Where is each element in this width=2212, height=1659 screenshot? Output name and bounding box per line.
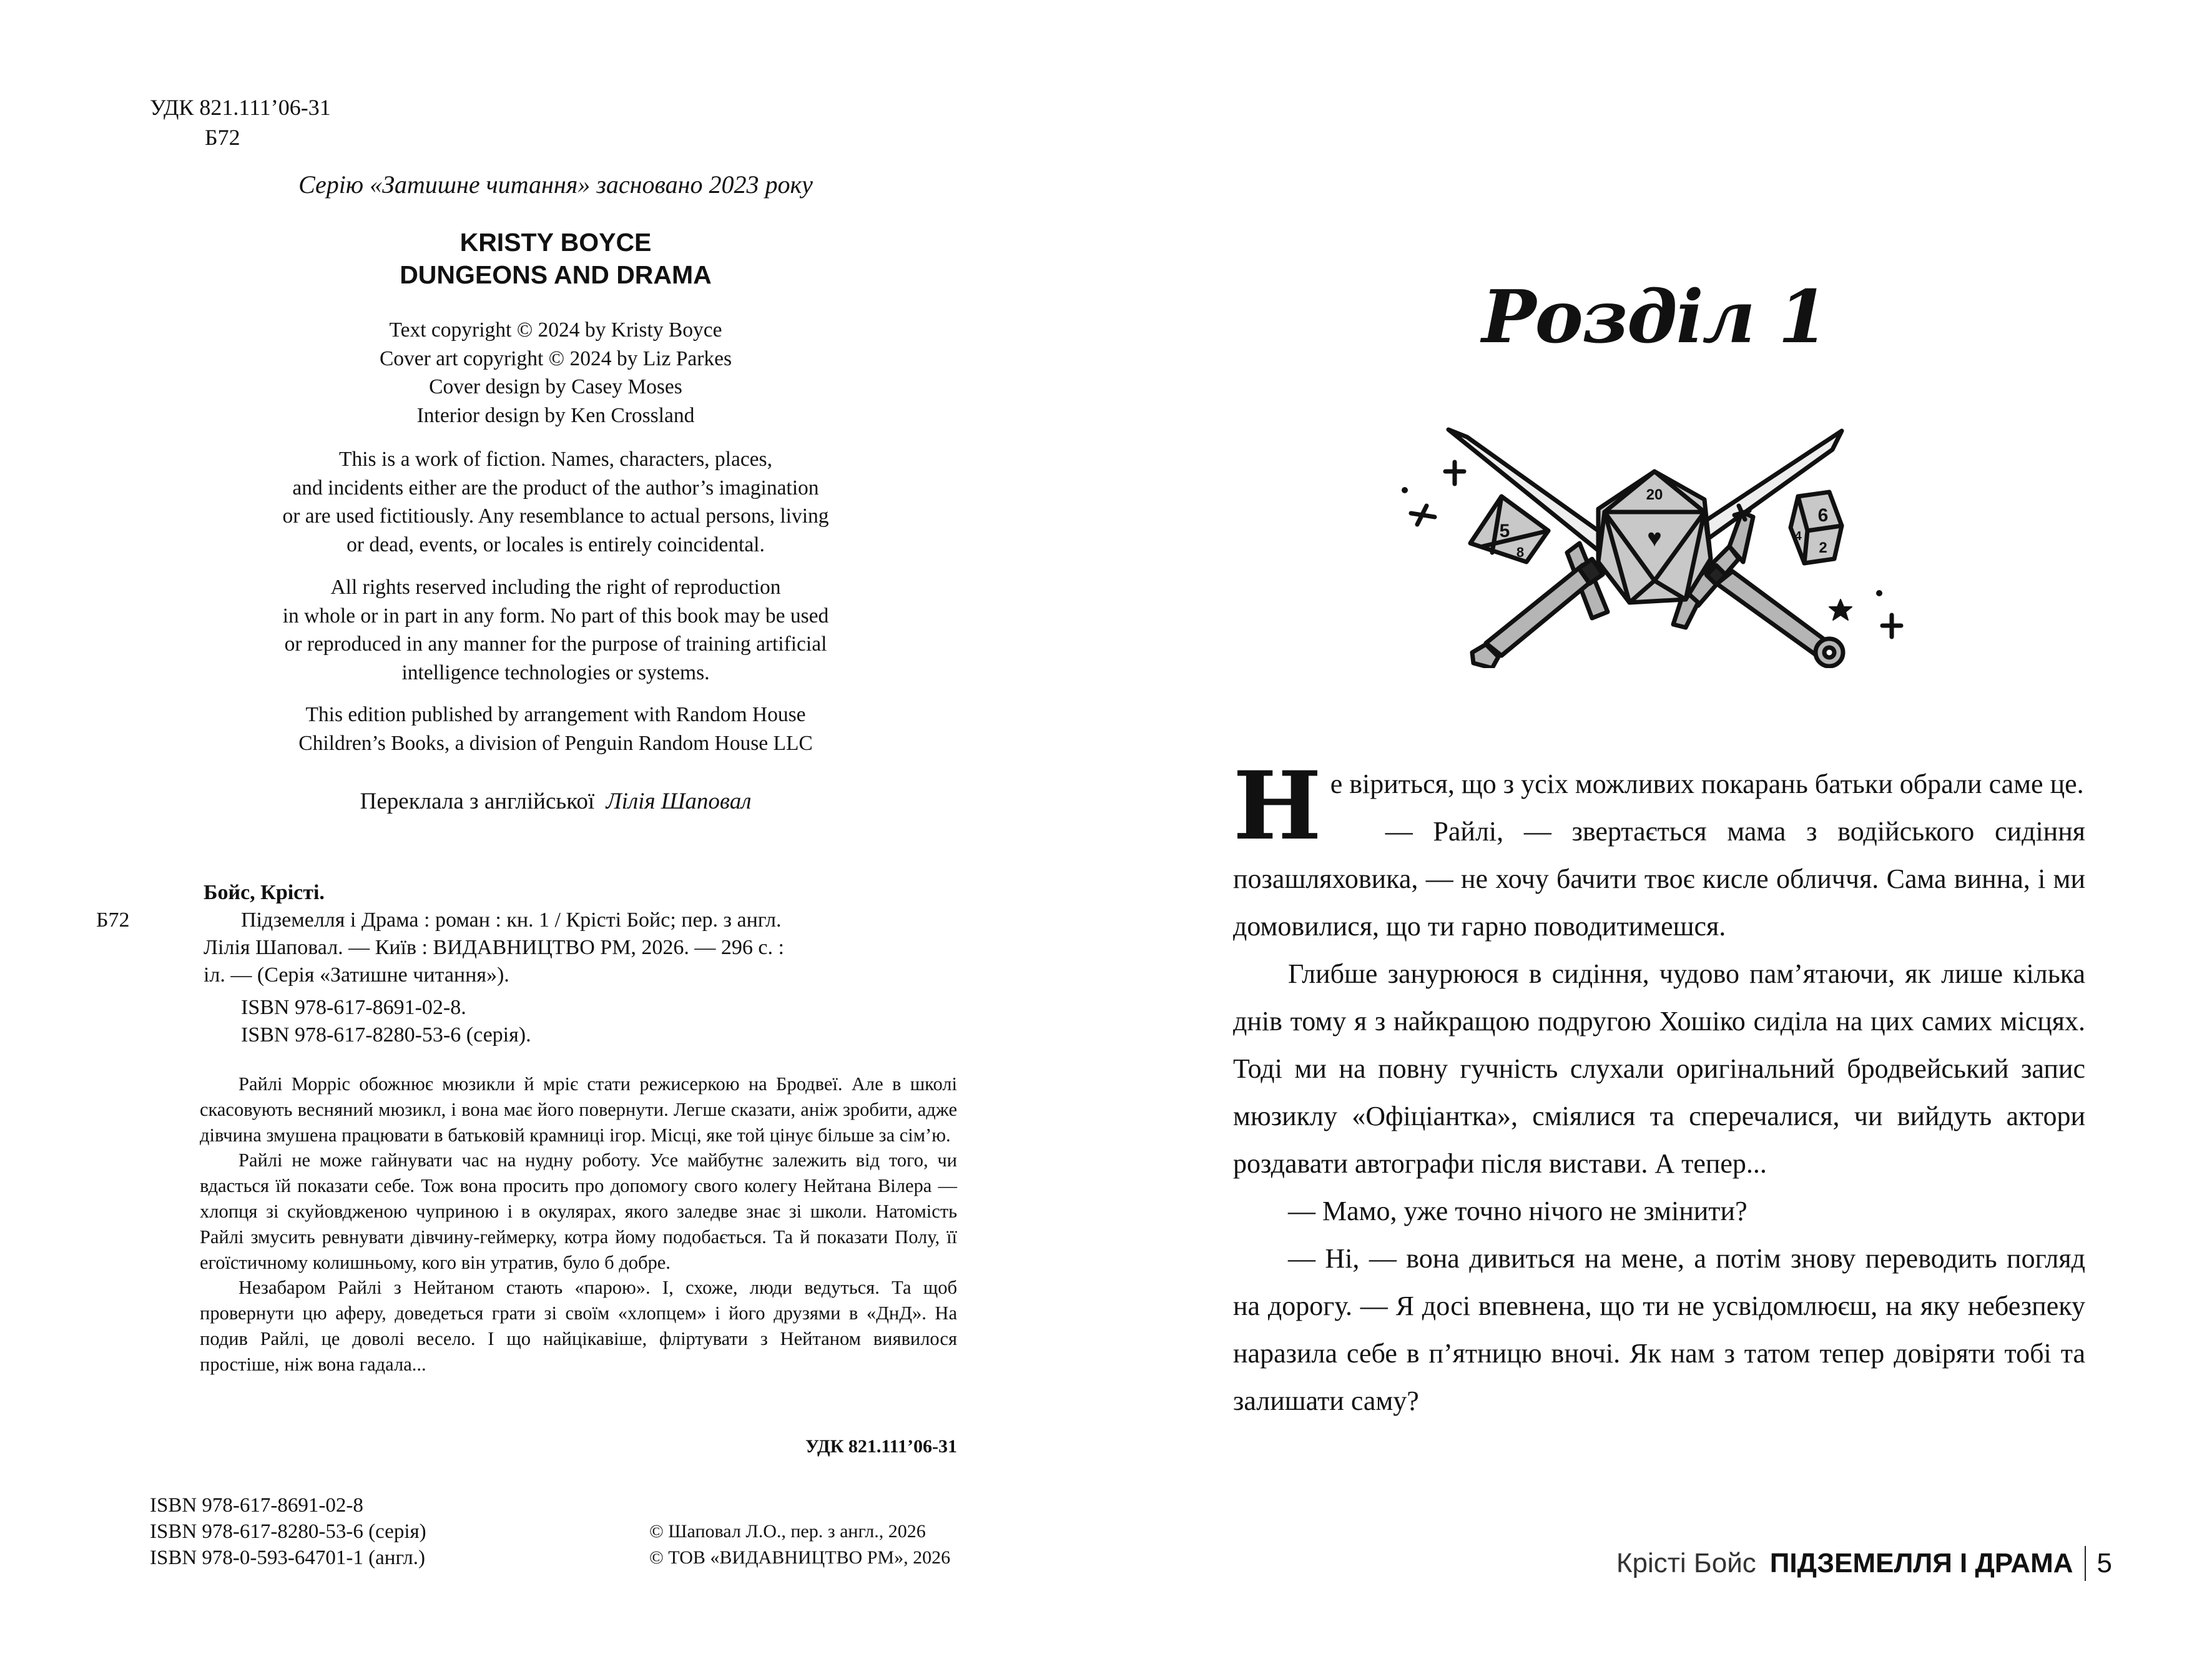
copyright-item: © Шаповал Л.О., пер. з англ., 2026 <box>649 1521 926 1542</box>
notice-line: and incidents either are the product of the author’s imagination <box>292 476 819 500</box>
notice-line: or dead, events, or locales is entirely coincidental. <box>347 533 765 556</box>
chapter-title: Розділ 1 <box>1482 275 1827 360</box>
sword-grip <box>1717 571 1829 656</box>
d20-label: 20 <box>1646 486 1663 503</box>
isbn-item: ISBN 978-617-8280-53-6 (серія) <box>150 1520 426 1543</box>
sparkle-dot <box>1876 590 1882 596</box>
body-paragraph <box>1233 751 2085 861</box>
series-note: Серію «Затишне читання» засновано 2023 року <box>298 170 813 199</box>
isbn-list <box>150 1492 426 1571</box>
catalog-code: Б72 <box>96 908 130 932</box>
translator-name: Лілія Шаповал <box>606 789 752 814</box>
notice-line: All rights reserved including the right of reproduction <box>330 576 781 599</box>
notice-line: This edition published by arrangement with Random House <box>305 703 806 726</box>
d20-heart: ♥ <box>1647 524 1662 552</box>
body-paragraph: — Райлі, — звертається мама з водійського сидіння позашляховика, — не хочу бачити твоє кисле обличчя. Сама винна, і ми домовилися, що ти гарно поводитимешся. <box>1233 816 2085 942</box>
original-title-block <box>150 226 961 291</box>
d4-label: 8 <box>1516 544 1525 560</box>
catalog-line <box>96 907 961 934</box>
udk-header <box>150 92 331 152</box>
body-paragraph: — Ні, — вона дивиться на мене, а потім знову переводить погляд на дорогу. — Я досі впевнена, що ти не усвідомлюєш, на яку небезпеку наразила себе в п’ятницю вночі. Як нам з татом тепер довіряти тобі та залишати саму? <box>1233 1243 2085 1416</box>
footer-author: Крісті Бойс <box>1616 1548 1756 1578</box>
sword-grip <box>1486 565 1598 656</box>
body-paragraph: — Мамо, уже точно нічого не змінити? <box>1288 1196 1747 1226</box>
d6-label: 4 <box>1794 529 1802 543</box>
author-mark: Б72 <box>205 125 240 150</box>
footer-divider <box>2085 1546 2086 1581</box>
translator-label: Переклала з англійської <box>360 789 595 814</box>
notice-line: in whole or in part in any form. No part of this book may be used <box>282 604 829 628</box>
original-author: KRISTY BOYCE <box>460 228 652 257</box>
footer-book-title: ПІДЗЕМЕЛЛЯ І ДРАМА <box>1769 1548 2073 1578</box>
crossed-swords-and-dice-illustration <box>1392 412 1917 668</box>
notice-line: This is a work of fiction. Names, characters, places, <box>339 448 772 471</box>
drop-cap: Н <box>1233 751 1322 861</box>
isbn-item: ISBN 978-0-593-64701-1 (англ.) <box>150 1547 426 1569</box>
credit-line: Interior design by Ken Crossland <box>416 403 695 427</box>
annotation <box>200 1071 957 1377</box>
sparkle-icon <box>1411 506 1435 524</box>
notice-line: Children’s Books, a division of Penguin Random House LLC <box>298 731 813 755</box>
annotation-paragraph: Райлі Морріс обожнює мюзикли й мріє стати режисеркою на Бродвеї. Але в школі скасовують весняний мюзикл, і вона має його повернути. Легше сказати, аніж зробити, адже дівчина змушена працювати в батьковій крамниці ігор. Місці, яке той цінує більше за сім’ю. <box>200 1073 957 1146</box>
notice-line: or reproduced in any manner for the purpose of training artificial <box>284 633 827 656</box>
catalog-isbn: ISBN 978-617-8280-53-6 (серія). <box>241 1023 531 1046</box>
isbn-item: ISBN 978-617-8691-02-8 <box>150 1494 363 1517</box>
body-paragraph: Глибше занурююся в сидіння, чудово пам’ятаючи, як лише кілька днів тому я з найкращою подругою Хошіко сиділа на цих самих місцях. Тоді ми на повну гучність слухали оригінальний бродвейський запис мюзиклу «Офіціантка», сміялися та сперечалися, чи вийдуть актори роздавати автографи після вистави. А тепер... <box>1233 958 2085 1179</box>
running-footer <box>1616 1546 2112 1581</box>
copyright-item: © ТОВ «ВИДАВНИЦТВО РМ», 2026 <box>649 1547 951 1568</box>
notice-line: intelligence technologies or systems. <box>401 661 710 684</box>
credit-line: Cover design by Casey Moses <box>429 375 682 398</box>
udk-code: УДК 821.111’06-31 <box>150 95 331 120</box>
credits-block <box>150 316 961 430</box>
rights-notice <box>150 573 961 687</box>
edition-notice <box>150 701 961 757</box>
translator-credit <box>150 788 961 815</box>
d6-label: 6 <box>1817 505 1829 526</box>
catalog-line-text: Підземелля і Драма : роман : кн. 1 / Крісті Бойс; пер. з англ. <box>241 908 782 932</box>
d4-label: 5 <box>1499 521 1510 541</box>
credit-line: Text copyright © 2024 by Kristy Boyce <box>389 318 722 342</box>
catalog-record <box>96 879 961 1049</box>
sparkle-icon <box>1445 462 1464 484</box>
paragraph-text: е віриться, що з усіх можливих покарань батьки обрали саме це. <box>1330 769 2084 799</box>
notice-line: or are used fictitiously. Any resemblance to actual persons, living <box>282 505 829 528</box>
catalog-line: Лілія Шаповал. — Київ : ВИДАВНИЦТВО РМ, 2026. — 296 с. : <box>204 936 784 959</box>
page-number: 5 <box>2096 1548 2112 1578</box>
credit-line: Cover art copyright © 2024 by Liz Parkes <box>379 347 732 370</box>
annotation-paragraph: Незабаром Райлі з Нейтаном стають «парою». І, схоже, люди ведуться. Та щоб провернути цю аферу, доведеться грати зі своїм «хлопцем» і його друзями в «ДнД». На подив Райлі, це доволі весело. І що найцікавіше, фліртувати з Нейтаном виявилося простіше, ніж вона гадала... <box>200 1277 957 1375</box>
udk-footer: УДК 821.111’06-31 <box>805 1436 957 1457</box>
chapter-body <box>1233 751 2085 1425</box>
copyright-list <box>649 1519 950 1571</box>
annotation-paragraph: Райлі не може гайнувати час на нудну роботу. Усе майбутнє залежить від того, чи вдасться їй показати себе. Тож вона просить про допомогу свого колегу Нейтана Вілера — хлопця зі скуйовдженою чуприною і в окулярах, якого заледве знає зі школи. Натомість Райлі змусить ревнувати дівчину-геймерку, котра йому подобається. Та й показати Полу, її егоїстичному колишньому, кого він утратив, було б добре. <box>200 1149 957 1273</box>
sparkle-dot <box>1402 487 1408 493</box>
d6-label: 2 <box>1819 539 1827 556</box>
catalog-line: іл. — (Серія «Затишне читання»). <box>204 963 509 987</box>
original-title: DUNGEONS AND DRAMA <box>400 260 712 289</box>
catalog-author: Бойс, Крісті. <box>204 881 325 904</box>
catalog-isbn: ISBN 978-617-8691-02-8. <box>241 996 466 1019</box>
fiction-notice <box>150 445 961 559</box>
sparkle-icon <box>1882 615 1901 637</box>
star-icon <box>1829 599 1852 620</box>
